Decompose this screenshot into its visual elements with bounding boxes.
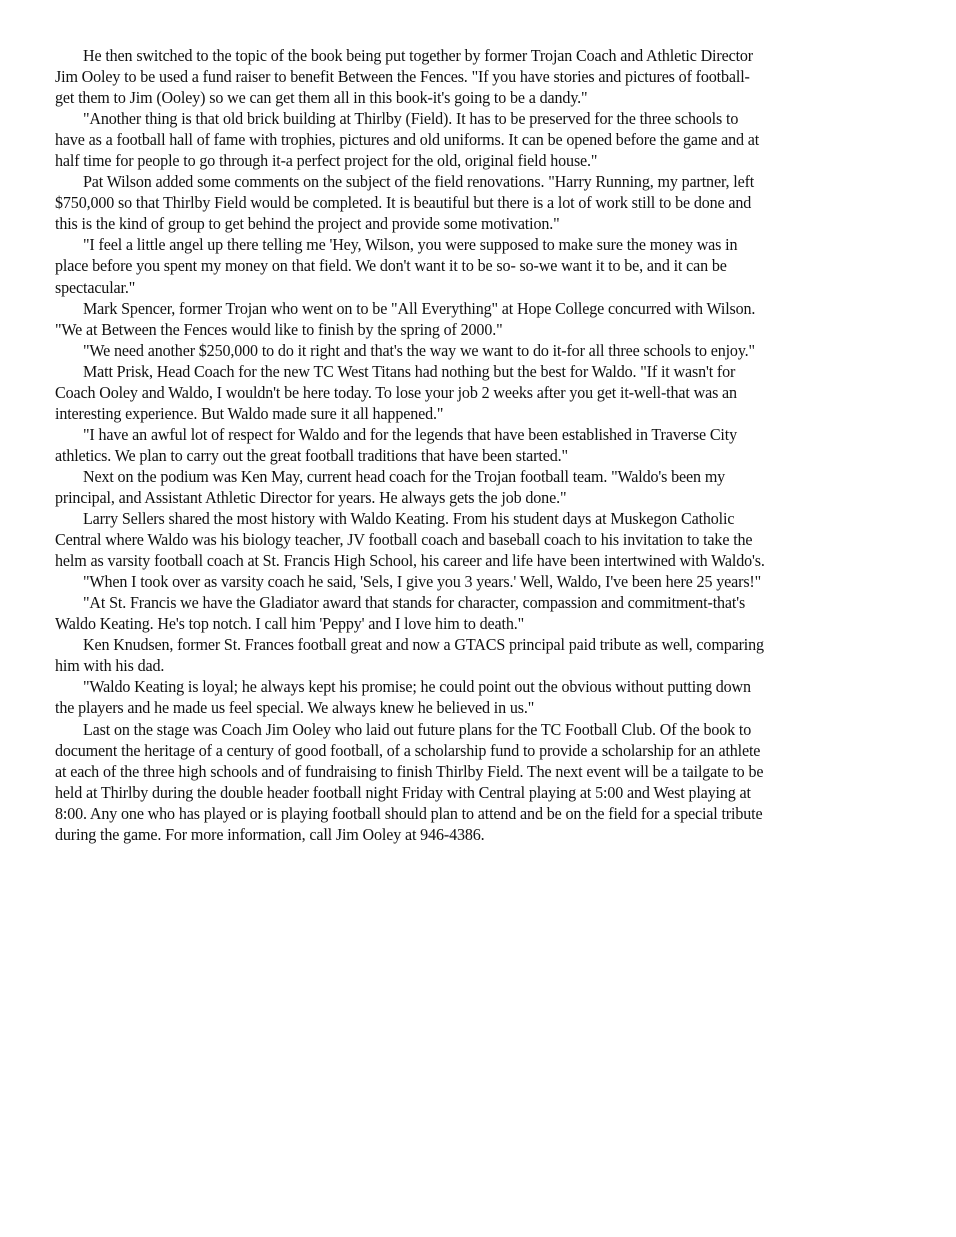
text-line: "We at Between the Fences would like to finish by the spring of 2000."	[55, 319, 503, 339]
text-line: "I feel a little angel up there telling me 'Hey, Wilson, you were supposed to make sure the money was in	[83, 235, 738, 255]
text-line: interesting experience. But Waldo made sure it all happened."	[55, 403, 444, 423]
text-line: held at Thirlby during the double header football night Friday with Central playing at 5:00 and West playing at	[55, 782, 751, 802]
text-line: 8:00. Any one who has played or is playing football should plan to attend and be on the field for a special tribute	[55, 803, 763, 823]
paragraph	[55, 45, 915, 108]
paragraph	[55, 592, 915, 634]
text-line: Larry Sellers shared the most history with Waldo Keating. From his student days at Muskegon Catholic	[83, 509, 735, 529]
text-line: the players and he made us feel special. We always knew he believed in us."	[55, 698, 535, 718]
text-line: "At St. Francis we have the Gladiator award that stands for character, compassion and commitment-that's	[83, 593, 746, 613]
text-line: principal, and Assistant Athletic Director for years. He always gets the job done."	[55, 487, 567, 507]
paragraph	[55, 171, 915, 234]
paragraph	[55, 424, 915, 466]
text-line: during the game. For more information, call Jim Ooley at 946-4386.	[55, 824, 485, 844]
text-line: "When I took over as varsity coach he said, 'Sels, I give you 3 years.' Well, Waldo, I've been here 25 years!"	[83, 572, 762, 592]
text-line: helm as varsity football coach at St. Francis High School, his career and life have been intertwined with Waldo's.	[55, 551, 765, 571]
text-line: Matt Prisk, Head Coach for the new TC West Titans had nothing but the best for Waldo. "If it wasn't for	[83, 361, 736, 381]
paragraph	[55, 466, 915, 508]
paragraph	[55, 108, 915, 171]
text-line: Waldo Keating. He's top notch. I call him 'Peppy' and I love him to death."	[55, 614, 525, 634]
text-line: Coach Ooley and Waldo, I wouldn't be here today. To lose your job 2 weeks after you get it-well-that was an	[55, 382, 737, 402]
document-page	[55, 45, 915, 845]
paragraph	[55, 234, 915, 297]
text-line: Mark Spencer, former Trojan who went on to be "All Everything" at Hope College concurred with Wilson.	[83, 298, 756, 318]
paragraph	[55, 340, 915, 361]
text-line: Central where Waldo was his biology teacher, JV football coach and baseball coach to his invitation to take the	[55, 530, 753, 550]
paragraph	[55, 571, 915, 592]
text-line: half time for people to go through it-a perfect project for the old, original field house."	[55, 151, 598, 171]
paragraph	[55, 719, 915, 845]
text-line: He then switched to the topic of the book being put together by former Trojan Coach and Athletic Director	[83, 46, 754, 65]
text-line: athletics. We plan to carry out the great football traditions that have been started."	[55, 445, 568, 465]
text-line: "Waldo Keating is loyal; he always kept his promise; he could point out the obvious without putting down	[83, 677, 751, 697]
text-line: spectacular."	[55, 277, 136, 297]
paragraph	[55, 508, 915, 571]
text-line: "I have an awful lot of respect for Waldo and for the legends that have been established in Traverse City	[83, 424, 737, 444]
text-line: him with his dad.	[55, 656, 165, 676]
text-line: get them to Jim (Ooley) so we can get them all in this book-it's going to be a dandy."	[55, 88, 588, 108]
text-line: at each of the three high schools and of fundraising to finish Thirlby Field. The next event will be a tailgate to be	[55, 761, 764, 781]
text-line: Next on the podium was Ken May, current head coach for the Trojan football team. "Waldo's been my	[83, 466, 726, 486]
paragraph	[55, 298, 915, 340]
text-line: Ken Knudsen, former St. Frances football great and now a GTACS principal paid tribute as well, comparing	[83, 635, 764, 655]
text-line: Pat Wilson added some comments on the subject of the field renovations. "Harry Running, my partner, left	[83, 172, 755, 192]
text-line: "We need another $250,000 to do it right and that's the way we want to do it-for all three schools to enjoy."	[83, 340, 755, 360]
paragraph	[55, 361, 915, 424]
paragraph	[55, 676, 915, 718]
text-line: Last on the stage was Coach Jim Ooley who laid out future plans for the TC Football Club. Of the book to	[83, 719, 752, 739]
text-line: document the heritage of a century of good football, of a scholarship fund to provide a scholarship for an athlete	[55, 740, 761, 760]
paragraph	[55, 634, 915, 676]
text-line: $750,000 so that Thirlby Field would be completed. It is beautiful but there is a lot of work still to be done and	[55, 193, 752, 213]
text-line: have as a football hall of fame with trophies, pictures and old uniforms. It can be opened before the game and at	[55, 130, 760, 150]
text-line: Jim Ooley to be used a fund raiser to benefit Between the Fences. "If you have stories and pictures of football-	[55, 67, 750, 87]
text-line: this is the kind of group to get behind the project and provide some motivation."	[55, 214, 560, 234]
text-line: "Another thing is that old brick building at Thirlby (Field). It has to be preserved for the three schools to	[83, 109, 739, 129]
text-line: place before you spent my money on that field. We don't want it to be so- so-we want it to be, and it can be	[55, 256, 727, 276]
